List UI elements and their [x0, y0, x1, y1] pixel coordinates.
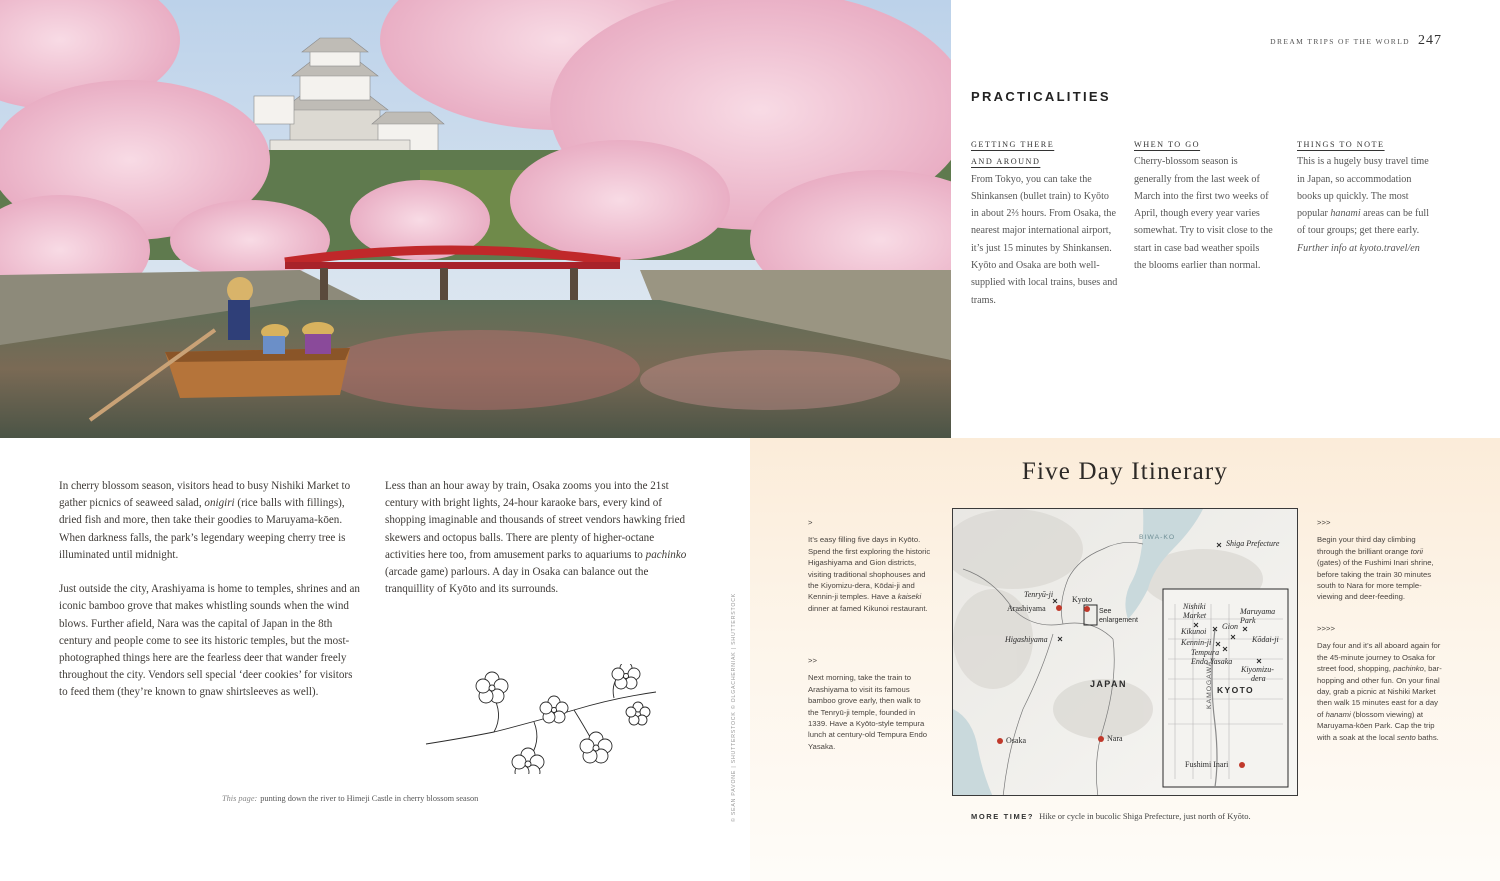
- map-label-biwako: BIWA-KO: [1139, 534, 1176, 541]
- things-to-note-text: This is a hugely busy travel time in Japan, so accommodation books up quickly. The most popular: [1297, 156, 1429, 220]
- photo-credit: © SEAN PAVONE | SHUTTERSTOCK © OLGACHERNIAK | SHUTTERSTOCK: [731, 592, 737, 822]
- caption-text: punting down the river to Himeji Castle in cherry blossom season: [260, 794, 479, 803]
- when-to-go-column: [1134, 136, 1274, 274]
- tempura-line2: Endo Yasaka: [1191, 657, 1233, 666]
- map-label-kamogawa: KAMOGAWA: [1206, 660, 1213, 709]
- practicalities-title: PRACTICALITIES: [971, 89, 1111, 104]
- map-label-arashiyama: Arashiyama: [1007, 604, 1046, 613]
- caption-lead: This page:: [222, 794, 258, 803]
- map-label-shiga: Shiga Prefecture: [1226, 539, 1280, 548]
- pachinko-term: pachinko: [1393, 664, 1424, 674]
- itinerary-day-3: [1317, 517, 1443, 603]
- body-paragraph: [59, 478, 362, 564]
- map-label-kiyomizu-dera: [1241, 665, 1274, 683]
- map-label-kikunoi: Kikunoi: [1181, 627, 1207, 636]
- step-text: Day four and it’s all aboard again for the 45-minute journey to Osaka for street food, shopping,: [1317, 641, 1441, 674]
- map-label-tenryuji: Tenryū-ji: [1024, 590, 1054, 599]
- running-head: [1270, 33, 1442, 49]
- map-label-kodaiji: Kōdai-ji: [1252, 635, 1279, 644]
- map-label-see-enlargement: [1099, 607, 1138, 625]
- maruyama-line1: Maruyama: [1240, 607, 1276, 616]
- torii-term: torii: [1410, 546, 1423, 556]
- things-to-note-column: [1297, 136, 1437, 257]
- body-text: (arcade game) parlours. A day in Osaka can balance out the tranquillity of Kyōto and its surrounds.: [385, 566, 649, 596]
- body-column-right: [385, 478, 691, 616]
- itinerary-day-4-5: [1317, 623, 1443, 743]
- when-to-go-body: Cherry-blossom season is generally from the last week of March into the first two weeks of April, though every year varies somewhat. Try to visit close to the start in case bad weather spoils the blooms earlier than normal.: [1134, 156, 1273, 272]
- hanami-term: hanami: [1325, 709, 1351, 719]
- itinerary-day-2: [808, 655, 932, 752]
- kaiseki-term: kaiseki: [897, 592, 922, 602]
- maruyama-line2: Park: [1240, 616, 1256, 625]
- more-time-text: Hike or cycle in bucolic Shiga Prefecture, just north of Kyōto.: [1039, 811, 1251, 821]
- itinerary-title: Five Day Itinerary: [1021, 458, 1229, 485]
- getting-there-heading-line1: GETTING THERE: [971, 140, 1055, 149]
- getting-there-body: From Tokyo, you can take the Shinkansen (bullet train) to Kyōto in about 2⅔ hours. From Osaka, the nearest major international airport, it’s just 15 minutes by Shinkansen. Kyōto and Osaka are both well-supplied with local trains, buses and trams.: [971, 173, 1118, 306]
- map-graphic: [953, 509, 1298, 796]
- body-text: (rice balls with fillings), dried fish and more, then take their goodies to Maruyama-kōen. When darkness falls, the park’s legendary weeping cherry tree is illuminated until midnight.: [59, 497, 346, 561]
- things-to-note-body: [1297, 153, 1437, 239]
- pachinko-term: pachinko: [645, 548, 687, 561]
- enlargement-line2: enlargement: [1099, 617, 1138, 624]
- more-time-label: MORE TIME?: [971, 812, 1035, 821]
- itinerary-day-1: [808, 517, 932, 614]
- more-time-note: [971, 811, 1251, 821]
- kiyomizu-line1: Kiyomizu-: [1241, 665, 1274, 674]
- when-to-go-heading: WHEN TO GO: [1134, 140, 1201, 149]
- kiyomizu-line2: dera: [1251, 674, 1266, 683]
- getting-there-column: [971, 136, 1118, 309]
- step-text: dinner at famed Kikunoi restaurant.: [808, 603, 928, 613]
- map-label-kyoto: Kyoto: [1072, 595, 1092, 604]
- body-paragraph: Just outside the city, Arashiyama is home to temples, shrines and an iconic bamboo grove that makes whistling sounds when the wind blows. Further afield, Nara was the capital of Japan in the 8th century and people come to see its historic temples, but the most-photographed things here are the fearless deer that wander freely throughout the city. Vendors sell special ‘deer cookies’ for visitors to feed them (they’re known to gnaw shirtsleeves as well).: [59, 583, 360, 699]
- body-column-left: [59, 478, 362, 719]
- map-label-nishiki-market: [1183, 602, 1206, 620]
- step-text: baths.: [1415, 732, 1439, 742]
- step-text: , bar-hopping and other fun. On your final day, grab a picnic at Nishiki Market then walk 15 minutes east for a day of: [1317, 664, 1442, 719]
- body-text: Less than an hour away by train, Osaka zooms you into the 21st century with bright lights, 24-hour karaoke bars, every kind of shopping imaginable and thousands of street vendors hawking fried skewers and octopus balls. There are plenty of higher-octane activities here too, from amusement parks to aquariums to: [385, 480, 686, 561]
- kyoto-region-map: [952, 508, 1298, 796]
- map-label-nara: Nara: [1107, 734, 1123, 743]
- step-marker: >>>>: [1317, 624, 1335, 633]
- getting-there-heading-line2: AND AROUND: [971, 157, 1041, 167]
- photo-caption: [222, 794, 478, 803]
- map-label-osaka: Osaka: [1006, 736, 1026, 745]
- things-to-note-text-end: areas can be full of tour groups; get there early.: [1297, 208, 1430, 237]
- nishiki-line1: Nishiki: [1183, 602, 1206, 611]
- step-text: (gates) of the Fushimi Inari shrine, before taking the train 30 minutes south to Nara for more temple-viewing and deer-feeding.: [1317, 558, 1434, 602]
- map-label-higashiyama: Higashiyama: [1005, 635, 1048, 644]
- step-text: Begin your third day climbing through the brilliant orange: [1317, 535, 1416, 556]
- cherry-blossom-illustration: [424, 664, 664, 774]
- things-to-note-heading: THINGS TO NOTE: [1297, 140, 1385, 149]
- body-text: In cherry blossom season, visitors head to busy Nishiki Market to gather picnics of seaweed salad,: [59, 480, 351, 510]
- step-marker: >>: [808, 656, 817, 665]
- map-label-fushimi-inari: Fushimi Inari: [1185, 760, 1229, 769]
- step-text: It’s easy filling five days in Kyōto. Spend the first exploring the historic Higashiyama and Gion districts, visiting traditional shophouses and the Kiyomizu-dera, Kōdai-ji and Kennin-ji temples. Have a: [808, 535, 931, 602]
- page-number: 247: [1418, 33, 1442, 48]
- running-title: DREAM TRIPS OF THE WORLD: [1270, 37, 1410, 46]
- step-text: (blossom viewing) at Maruyama-kōen Park. Cap the trip with a soak at the local: [1317, 709, 1435, 742]
- hanami-term: hanami: [1330, 208, 1361, 220]
- hero-photo: [0, 0, 951, 438]
- map-label-kyoto-inset: KYOTO: [1217, 685, 1255, 695]
- map-label-gion: Gion: [1222, 622, 1238, 631]
- tempura-line1: Tempura: [1191, 648, 1220, 657]
- map-label-kenninji: Kennin-ji: [1181, 638, 1212, 647]
- himeji-castle-photo: [0, 0, 951, 438]
- map-label-maruyama-park: [1240, 607, 1275, 625]
- step-marker: >: [808, 518, 813, 527]
- step-marker: >>>: [1317, 518, 1331, 527]
- enlargement-line1: See: [1099, 608, 1112, 615]
- sento-term: sento: [1396, 732, 1416, 742]
- nishiki-line2: Market: [1183, 611, 1207, 620]
- body-paragraph: [385, 478, 691, 598]
- map-label-japan: JAPAN: [1090, 679, 1127, 689]
- further-info-link[interactable]: Further info at kyoto.travel/en: [1297, 242, 1420, 254]
- onigiri-term: onigiri: [204, 497, 235, 510]
- step-text: Next morning, take the train to Arashiyama to visit its famous bamboo grove early, then walk to the Tenryū-ji temple, founded in 1339. Have a Kyōto-style tempura lunch at century-old Tempura Endo Yasaka.: [808, 673, 928, 751]
